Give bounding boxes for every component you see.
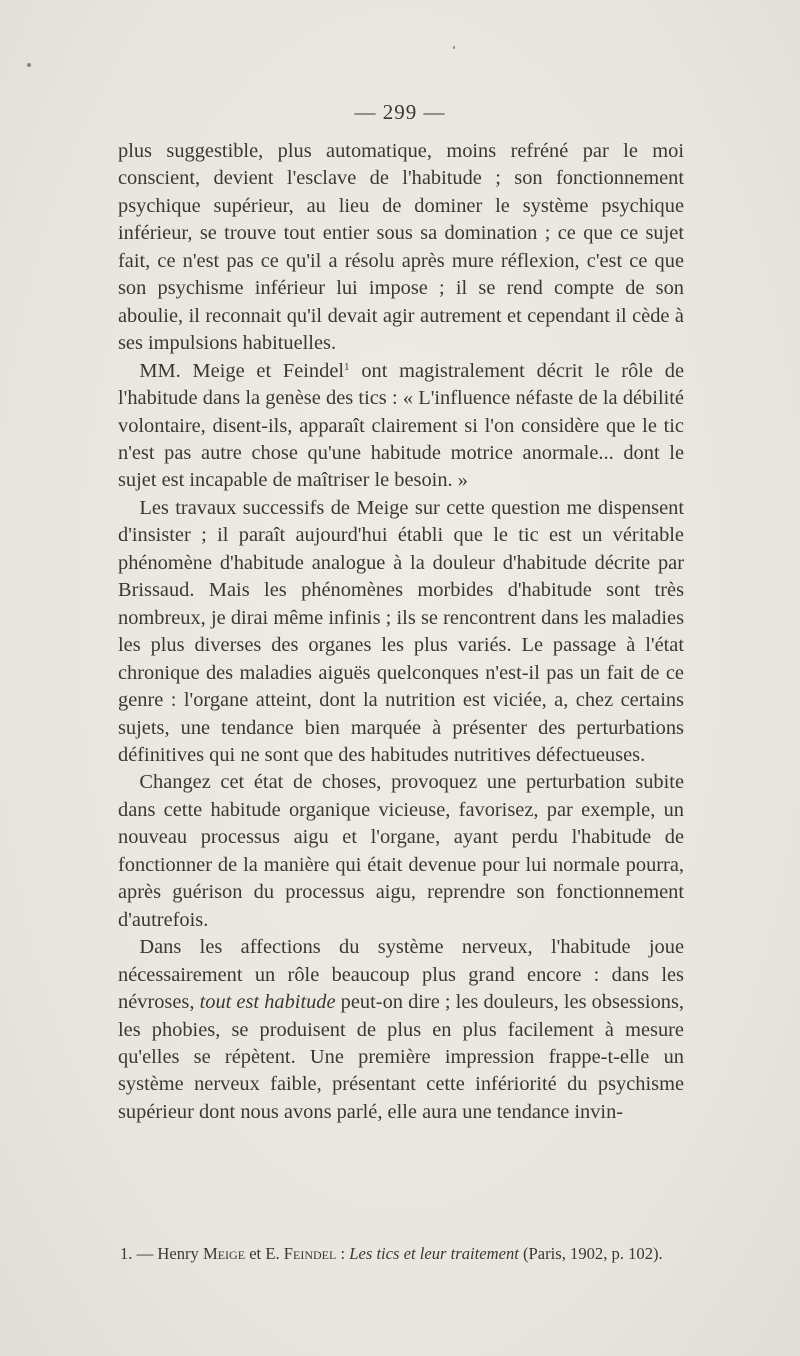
footnote-ref: 1	[344, 360, 350, 373]
paragraph-2	[118, 358, 684, 495]
footnote	[120, 1243, 686, 1265]
paragraph-2-start: MM. Meige et Feindel	[139, 359, 345, 382]
footnote-number: 1. —	[120, 1244, 158, 1263]
footnote-conj: et E.	[245, 1244, 284, 1263]
footnote-publication: (Paris, 1902, p. 102).	[518, 1244, 663, 1263]
footnote-author1-first: Henry	[157, 1244, 203, 1263]
footnote-sep: :	[336, 1244, 350, 1263]
emphasis-tout-est-habitude: tout est habitude	[199, 991, 336, 1014]
paragraph-5-rest: peut-on dire ; les douleurs, les obsessions, les phobies, se produisent de plus en plus facilement à mesure qu'elles se répètent. Une première impression frappe-t-elle un système nerveux faible, présentant cette infériorité du psychisme supérieur dont nous avons parlé, elle aura une tendance invin-	[118, 991, 684, 1123]
paragraph-1: plus suggestible, plus automatique, moins refréné par le moi conscient, devient l'esclave de l'habitude ; son fonctionnement psychique supérieur, au lieu de dominer le système psychique inférieur, se trouve tout entier sous sa domination ; ce que ce sujet fait, ce n'est pas ce qu'il a résolu après mure réflexion, c'est ce que son psychisme inférieur lui impose ; il se rend compte de son aboulie, il reconnait qu'il devait agir autrement et cependant il cède à ses impulsions habituelles.	[118, 140, 684, 355]
footnote-title: Les tics et leur traitement	[349, 1244, 519, 1263]
page-number: — 299 —	[354, 100, 446, 124]
paragraph-3: Les travaux successifs de Meige sur cette question me dispensent d'insister ; il paraît aujourd'hui établi que le tic est un véritable phénomène d'habitude analogue à la douleur d'habitude décrite par Brissaud. Mais les phénomènes morbides d'habitude sont très nombreux, je dirai même infinis ; ils se rencontrent dans les maladies les plus diverses des organes les plus variés. Le passage à l'état chronique des maladies aiguës quelconques n'est-il pas un fait de ce genre : l'organe atteint, dont la nutrition est viciée, a, chez certains sujets, une tendance bien marquée à présenter des perturbations définitives qui ne sont que des habitudes nutritives défectueuses.	[118, 496, 684, 766]
paragraph-4: Changez cet état de choses, provoquez une perturbation subite dans cette habitude organique vicieuse, favorisez, par exemple, un nouveau processus aigu et l'organe, ayant perdu l'habitude de fonctionner de la manière qui était devenue pour lui normale pourra, après guérison du processus aigu, reprendre son fonctionnement d'autrefois.	[118, 771, 684, 931]
paper-speck	[453, 46, 455, 49]
footnote-author1-last: Meige	[202, 1244, 246, 1263]
paragraph-5-start: Dans les affections du système nerveux, l'habitude joue nécessairement un rôle beaucoup plus grand encore : dans les névroses,	[118, 936, 684, 1014]
paper-speck	[27, 63, 31, 67]
main-text	[118, 138, 684, 1126]
footnote-author2-last: Feindel	[283, 1244, 337, 1263]
paragraph-5	[118, 934, 684, 1126]
paragraph-2-rest: ont magistralement décrit le rôle de l'habitude dans la genèse des tics : « L'influence néfaste de la débilité volontaire, disent-ils, apparaît clairement si l'on considère que le tic n'est pas autre chose qu'une habitude motrice anormale... dont le sujet est incapable de maîtriser le besoin. »	[118, 359, 684, 492]
